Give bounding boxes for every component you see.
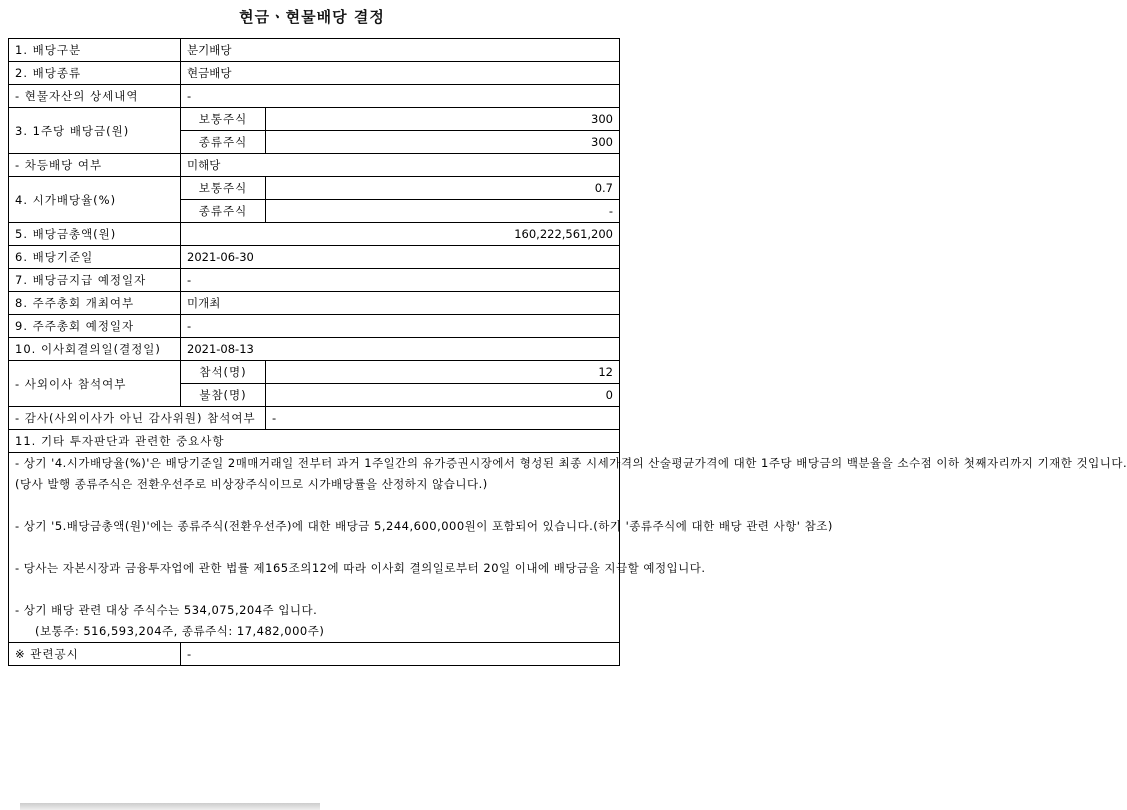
row-record-date (9, 246, 620, 269)
value-absent-count: 0 (266, 384, 620, 407)
row-dividend-type (9, 39, 620, 62)
label-outside-directors-attendance: - 사외이사 참석여부 (9, 361, 181, 407)
label-dividend-yield: 4. 시가배당율(%) (9, 177, 181, 223)
label-total-dividend: 5. 배당금총액(원) (9, 223, 181, 246)
note-share-count: - 상기 배당 관련 대상 주식수는 534,075,204주 입니다. (15, 603, 318, 617)
footer-fade (20, 803, 320, 810)
row-in-kind-details (9, 85, 620, 108)
label-dividend-type: 1. 배당구분 (9, 39, 181, 62)
row-differential-dividend (9, 154, 620, 177)
row-yield-common (9, 177, 620, 200)
row-agm-date (9, 315, 620, 338)
value-differential-dividend: 미해당 (181, 154, 620, 177)
sub-absent-count: 불참(명) (181, 384, 266, 407)
sub-preferred-stock: 종류주식 (181, 131, 266, 154)
row-related-disclosure (9, 643, 620, 666)
label-board-resolution-date: 10. 이사회결의일(결정일) (9, 338, 181, 361)
value-in-kind-details: - (181, 85, 620, 108)
label-in-kind-details: - 현물자산의 상세내역 (9, 85, 181, 108)
row-other-matters-notes (9, 453, 620, 643)
label-agm-held: 8. 주주총회 개최여부 (9, 292, 181, 315)
note-preferred-yield: (당사 발행 종류주식은 전환우선주로 비상장주식이므로 시가배당률을 산정하지 않습니다.) (15, 477, 488, 491)
page-title: 현금ㆍ현물배당 결정 (239, 8, 385, 26)
value-dps-preferred: 300 (266, 131, 620, 154)
value-present-count: 12 (266, 361, 620, 384)
value-record-date: 2021-06-30 (181, 246, 620, 269)
sub-common-stock: 보통주식 (181, 108, 266, 131)
row-auditor-attendance (9, 407, 620, 430)
value-total-dividend: 160,222,561,200 (181, 223, 620, 246)
dividend-table (8, 38, 1127, 666)
label-other-matters: 11. 기타 투자판단과 관련한 중요사항 (9, 430, 620, 453)
value-agm-held: 미개최 (181, 292, 620, 315)
label-record-date: 6. 배당기준일 (9, 246, 181, 269)
row-payment-date (9, 269, 620, 292)
sub-yield-common: 보통주식 (181, 177, 266, 200)
other-matters-notes (9, 453, 1127, 643)
label-differential-dividend: - 차등배당 여부 (9, 154, 181, 177)
value-yield-preferred: - (266, 200, 620, 223)
value-board-resolution-date: 2021-08-13 (181, 338, 620, 361)
row-outside-directors-present (9, 361, 620, 384)
value-dividend-type: 분기배당 (181, 39, 620, 62)
note-yield-explanation: - 상기 '4.시가배당율(%)'은 배당기준일 2매매거래일 전부터 과거 1주일간의 유가증권시장에서 형성된 최종 시세가격의 산술평균가격에 대한 1주당 배당금의 백분율을 소수점 이하 첫째자리까지 기재한 것입니다. (15, 456, 1127, 470)
row-agm-held (9, 292, 620, 315)
value-auditor-attendance: - (266, 407, 620, 430)
label-related-disclosure: ※ 관련공시 (9, 643, 181, 666)
row-other-matters-header (9, 430, 620, 453)
label-dividend-kind: 2. 배당종류 (9, 62, 181, 85)
label-agm-date: 9. 주주총회 예정일자 (9, 315, 181, 338)
row-dps-common (9, 108, 620, 131)
label-auditor-attendance: - 감사(사외이사가 아닌 감사위원) 참석여부 (9, 407, 266, 430)
value-dps-common: 300 (266, 108, 620, 131)
value-agm-date: - (181, 315, 620, 338)
row-board-resolution-date (9, 338, 620, 361)
sub-yield-preferred: 종류주식 (181, 200, 266, 223)
value-dividend-kind: 현금배당 (181, 62, 620, 85)
row-dividend-kind (9, 62, 620, 85)
sub-present-count: 참석(명) (181, 361, 266, 384)
note-share-breakdown: (보통주: 516,593,204주, 종류주식: 17,482,000주) (35, 624, 325, 638)
label-dividend-per-share: 3. 1주당 배당금(원) (9, 108, 181, 154)
note-total-dividend: - 상기 '5.배당금총액(원)'에는 종류주식(전환우선주)에 대한 배당금 5,244,600,000원이 포함되어 있습니다.(하기 '종류주식에 대한 배당 관련 사항' 참조) (15, 519, 833, 533)
note-payment-schedule: - 당사는 자본시장과 금융투자업에 관한 법률 제165조의12에 따라 이사회 결의일로부터 20일 이내에 배당금을 지급할 예정입니다. (15, 561, 706, 575)
row-total-dividend (9, 223, 620, 246)
value-payment-date: - (181, 269, 620, 292)
label-payment-date: 7. 배당금지급 예정일자 (9, 269, 181, 292)
value-related-disclosure: - (181, 643, 620, 666)
value-yield-common: 0.7 (266, 177, 620, 200)
